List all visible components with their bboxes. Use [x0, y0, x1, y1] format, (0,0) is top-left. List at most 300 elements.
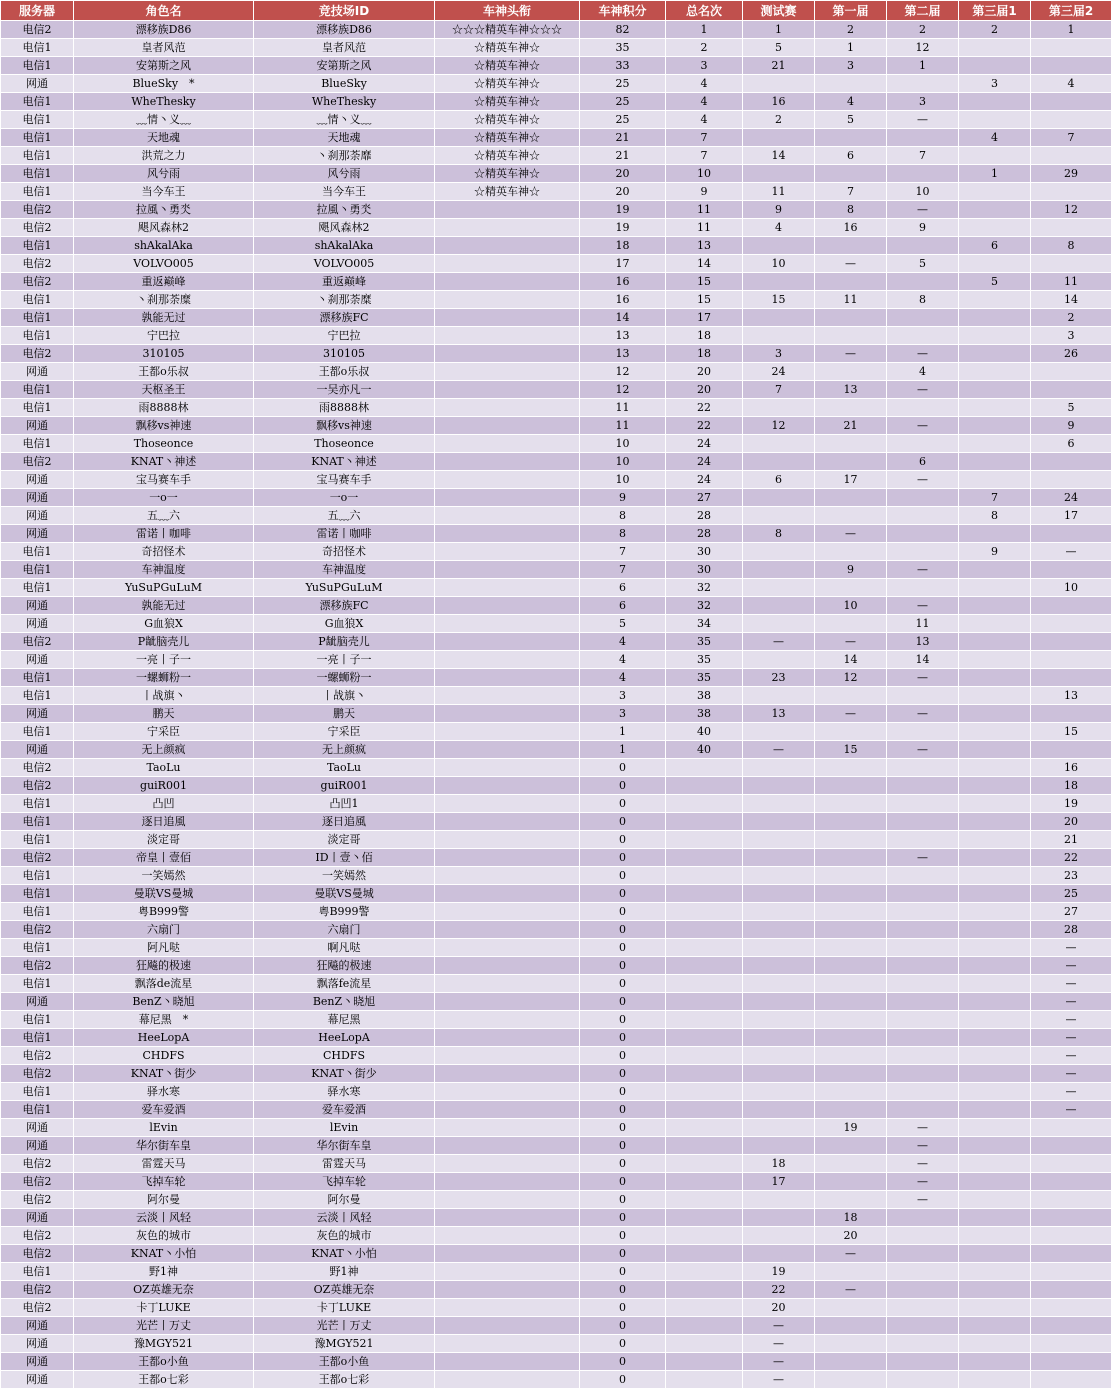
cell-arena-id[interactable]: 王都o小鱼 — [254, 1353, 435, 1371]
cell-test-race[interactable] — [743, 1245, 815, 1263]
cell-arena-id[interactable]: 漂移族FC — [254, 597, 435, 615]
cell-second-season[interactable]: — — [887, 741, 959, 759]
cell-title[interactable] — [435, 651, 580, 669]
cell-second-season[interactable] — [887, 129, 959, 147]
cell-total-rank[interactable]: 34 — [666, 615, 743, 633]
cell-third-season-2[interactable] — [1031, 363, 1111, 381]
cell-total-rank[interactable] — [666, 867, 743, 885]
cell-server[interactable]: 电信1 — [1, 795, 74, 813]
cell-second-season[interactable]: — — [887, 1119, 959, 1137]
cell-arena-id[interactable]: 安第斯之风 — [254, 57, 435, 75]
cell-first-season[interactable]: 17 — [815, 471, 887, 489]
cell-third-season-1[interactable] — [959, 147, 1031, 165]
cell-second-season[interactable] — [887, 327, 959, 345]
cell-first-season[interactable]: 2 — [815, 21, 887, 39]
cell-role-name[interactable]: 幕尼黑 * — [74, 1011, 254, 1029]
cell-arena-id[interactable]: KNAT丶神述 — [254, 453, 435, 471]
cell-third-season-2[interactable] — [1031, 1263, 1111, 1281]
cell-points[interactable]: 0 — [580, 1209, 666, 1227]
cell-total-rank[interactable] — [666, 1353, 743, 1371]
cell-test-race[interactable]: 3 — [743, 345, 815, 363]
cell-test-race[interactable]: — — [743, 1371, 815, 1389]
cell-title[interactable] — [435, 507, 580, 525]
cell-points[interactable]: 1 — [580, 723, 666, 741]
cell-title[interactable] — [435, 921, 580, 939]
cell-role-name[interactable]: 皇者风范 — [74, 39, 254, 57]
cell-server[interactable]: 电信2 — [1, 201, 74, 219]
cell-second-season[interactable]: — — [887, 381, 959, 399]
cell-role-name[interactable]: HeeLopA — [74, 1029, 254, 1047]
cell-total-rank[interactable] — [666, 1011, 743, 1029]
cell-arena-id[interactable]: 当今车王 — [254, 183, 435, 201]
cell-role-name[interactable]: 飘落de流星 — [74, 975, 254, 993]
cell-arena-id[interactable]: 皇者风范 — [254, 39, 435, 57]
cell-first-season[interactable]: — — [815, 345, 887, 363]
cell-second-season[interactable] — [887, 1227, 959, 1245]
cell-title[interactable]: ☆精英车神☆ — [435, 111, 580, 129]
cell-arena-id[interactable]: HeeLopA — [254, 1029, 435, 1047]
cell-arena-id[interactable]: 飞掉车轮 — [254, 1173, 435, 1191]
cell-third-season-1[interactable] — [959, 291, 1031, 309]
cell-arena-id[interactable]: 一o一 — [254, 489, 435, 507]
cell-role-name[interactable]: 狂飚的极速 — [74, 957, 254, 975]
cell-role-name[interactable]: 王都o七彩 — [74, 1371, 254, 1389]
cell-total-rank[interactable]: 32 — [666, 597, 743, 615]
cell-third-season-1[interactable] — [959, 93, 1031, 111]
cell-first-season[interactable]: 4 — [815, 93, 887, 111]
cell-arena-id[interactable]: 丶刹那荼靡 — [254, 147, 435, 165]
cell-server[interactable]: 网通 — [1, 993, 74, 1011]
cell-first-season[interactable] — [815, 489, 887, 507]
cell-role-name[interactable]: OZ英雄无奈 — [74, 1281, 254, 1299]
cell-total-rank[interactable]: 24 — [666, 471, 743, 489]
cell-server[interactable]: 电信1 — [1, 399, 74, 417]
cell-third-season-2[interactable]: 9 — [1031, 417, 1111, 435]
cell-total-rank[interactable] — [666, 1065, 743, 1083]
cell-total-rank[interactable] — [666, 903, 743, 921]
cell-test-race[interactable] — [743, 309, 815, 327]
cell-role-name[interactable]: 车神温度 — [74, 561, 254, 579]
cell-role-name[interactable]: 宝马赛车手 — [74, 471, 254, 489]
cell-server[interactable]: 电信1 — [1, 975, 74, 993]
cell-third-season-2[interactable]: 4 — [1031, 75, 1111, 93]
cell-first-season[interactable]: — — [815, 633, 887, 651]
cell-third-season-2[interactable]: 5 — [1031, 399, 1111, 417]
cell-second-season[interactable] — [887, 687, 959, 705]
cell-title[interactable] — [435, 417, 580, 435]
cell-points[interactable]: 17 — [580, 255, 666, 273]
cell-third-season-2[interactable] — [1031, 1353, 1111, 1371]
cell-first-season[interactable] — [815, 867, 887, 885]
cell-first-season[interactable] — [815, 1263, 887, 1281]
cell-test-race[interactable] — [743, 993, 815, 1011]
cell-third-season-2[interactable] — [1031, 561, 1111, 579]
cell-server[interactable]: 网通 — [1, 525, 74, 543]
cell-test-race[interactable] — [743, 687, 815, 705]
cell-third-season-2[interactable]: 10 — [1031, 579, 1111, 597]
cell-test-race[interactable] — [743, 975, 815, 993]
cell-third-season-2[interactable] — [1031, 615, 1111, 633]
cell-third-season-1[interactable] — [959, 921, 1031, 939]
cell-third-season-1[interactable] — [959, 651, 1031, 669]
cell-arena-id[interactable]: 六扇门 — [254, 921, 435, 939]
cell-points[interactable]: 0 — [580, 1173, 666, 1191]
cell-test-race[interactable]: 19 — [743, 1263, 815, 1281]
cell-points[interactable]: 10 — [580, 471, 666, 489]
cell-arena-id[interactable]: 漂移族FC — [254, 309, 435, 327]
cell-total-rank[interactable]: 35 — [666, 669, 743, 687]
cell-total-rank[interactable]: 4 — [666, 75, 743, 93]
cell-total-rank[interactable] — [666, 759, 743, 777]
cell-points[interactable]: 25 — [580, 75, 666, 93]
cell-test-race[interactable]: 10 — [743, 255, 815, 273]
cell-title[interactable] — [435, 201, 580, 219]
cell-test-race[interactable] — [743, 129, 815, 147]
cell-test-race[interactable] — [743, 831, 815, 849]
cell-server[interactable]: 网通 — [1, 1209, 74, 1227]
cell-first-season[interactable] — [815, 1155, 887, 1173]
cell-first-season[interactable]: 21 — [815, 417, 887, 435]
cell-second-season[interactable] — [887, 1263, 959, 1281]
cell-third-season-2[interactable] — [1031, 651, 1111, 669]
cell-arena-id[interactable]: TaoLu — [254, 759, 435, 777]
cell-points[interactable]: 0 — [580, 831, 666, 849]
cell-second-season[interactable] — [887, 1245, 959, 1263]
cell-points[interactable]: 20 — [580, 165, 666, 183]
cell-points[interactable]: 0 — [580, 1317, 666, 1335]
cell-server[interactable]: 电信1 — [1, 309, 74, 327]
cell-test-race[interactable]: — — [743, 1335, 815, 1353]
cell-arena-id[interactable]: OZ英雄无奈 — [254, 1281, 435, 1299]
cell-title[interactable] — [435, 579, 580, 597]
cell-total-rank[interactable]: 38 — [666, 705, 743, 723]
cell-third-season-1[interactable] — [959, 1371, 1031, 1389]
cell-total-rank[interactable]: 7 — [666, 129, 743, 147]
cell-test-race[interactable] — [743, 453, 815, 471]
cell-test-race[interactable]: 20 — [743, 1299, 815, 1317]
cell-server[interactable]: 电信1 — [1, 327, 74, 345]
cell-first-season[interactable]: 16 — [815, 219, 887, 237]
cell-role-name[interactable]: KNAT丶神述 — [74, 453, 254, 471]
cell-title[interactable]: ☆☆☆精英车神☆☆☆ — [435, 21, 580, 39]
cell-server[interactable]: 电信2 — [1, 1065, 74, 1083]
cell-total-rank[interactable] — [666, 795, 743, 813]
cell-second-season[interactable] — [887, 1317, 959, 1335]
cell-title[interactable] — [435, 1011, 580, 1029]
cell-first-season[interactable]: — — [815, 255, 887, 273]
cell-points[interactable]: 0 — [580, 813, 666, 831]
cell-first-season[interactable] — [815, 327, 887, 345]
cell-title[interactable] — [435, 543, 580, 561]
cell-points[interactable]: 9 — [580, 489, 666, 507]
cell-third-season-1[interactable] — [959, 1047, 1031, 1065]
cell-total-rank[interactable] — [666, 1191, 743, 1209]
cell-total-rank[interactable]: 15 — [666, 273, 743, 291]
cell-third-season-2[interactable]: 7 — [1031, 129, 1111, 147]
cell-test-race[interactable] — [743, 435, 815, 453]
cell-role-name[interactable]: ﹏情丶义﹏ — [74, 111, 254, 129]
cell-title[interactable] — [435, 1317, 580, 1335]
cell-second-season[interactable] — [887, 1047, 959, 1065]
cell-server[interactable]: 电信2 — [1, 759, 74, 777]
cell-points[interactable]: 0 — [580, 1155, 666, 1173]
cell-third-season-2[interactable] — [1031, 705, 1111, 723]
cell-server[interactable]: 电信1 — [1, 129, 74, 147]
cell-title[interactable] — [435, 1209, 580, 1227]
cell-second-season[interactable]: 10 — [887, 183, 959, 201]
cell-first-season[interactable] — [815, 165, 887, 183]
cell-server[interactable]: 网通 — [1, 1371, 74, 1389]
cell-arena-id[interactable]: KNAT丶街少 — [254, 1065, 435, 1083]
cell-arena-id[interactable]: 鹏天 — [254, 705, 435, 723]
cell-points[interactable]: 35 — [580, 39, 666, 57]
cell-first-season[interactable]: 12 — [815, 669, 887, 687]
cell-test-race[interactable] — [743, 1065, 815, 1083]
cell-total-rank[interactable] — [666, 1137, 743, 1155]
header-second-season[interactable]: 第二届 — [887, 1, 959, 21]
cell-role-name[interactable]: 豫MGY521 — [74, 1335, 254, 1353]
cell-server[interactable]: 电信2 — [1, 633, 74, 651]
cell-third-season-1[interactable] — [959, 1335, 1031, 1353]
cell-role-name[interactable]: BenZ丶晓旭 — [74, 993, 254, 1011]
cell-test-race[interactable] — [743, 1029, 815, 1047]
cell-arena-id[interactable]: 重返巅峰 — [254, 273, 435, 291]
cell-second-season[interactable] — [887, 975, 959, 993]
cell-server[interactable]: 网通 — [1, 651, 74, 669]
cell-total-rank[interactable]: 32 — [666, 579, 743, 597]
cell-total-rank[interactable]: 30 — [666, 561, 743, 579]
cell-first-season[interactable] — [815, 1029, 887, 1047]
cell-points[interactable]: 0 — [580, 1101, 666, 1119]
cell-third-season-1[interactable] — [959, 939, 1031, 957]
cell-points[interactable]: 0 — [580, 939, 666, 957]
cell-first-season[interactable] — [815, 1353, 887, 1371]
cell-test-race[interactable] — [743, 507, 815, 525]
cell-third-season-2[interactable] — [1031, 1119, 1111, 1137]
cell-total-rank[interactable] — [666, 1101, 743, 1119]
cell-third-season-2[interactable] — [1031, 669, 1111, 687]
cell-first-season[interactable]: 7 — [815, 183, 887, 201]
cell-third-season-1[interactable] — [959, 1155, 1031, 1173]
cell-third-season-1[interactable] — [959, 435, 1031, 453]
cell-title[interactable] — [435, 633, 580, 651]
cell-arena-id[interactable]: 凸凹1 — [254, 795, 435, 813]
cell-second-season[interactable] — [887, 1281, 959, 1299]
cell-test-race[interactable] — [743, 795, 815, 813]
cell-points[interactable]: 0 — [580, 1119, 666, 1137]
cell-role-name[interactable]: 阿尔曼 — [74, 1191, 254, 1209]
cell-total-rank[interactable] — [666, 1371, 743, 1389]
cell-total-rank[interactable]: 9 — [666, 183, 743, 201]
cell-third-season-2[interactable] — [1031, 111, 1111, 129]
cell-test-race[interactable] — [743, 957, 815, 975]
cell-title[interactable] — [435, 975, 580, 993]
cell-role-name[interactable]: 310105 — [74, 345, 254, 363]
cell-server[interactable]: 电信1 — [1, 579, 74, 597]
cell-arena-id[interactable]: ﹏情丶义﹏ — [254, 111, 435, 129]
cell-first-season[interactable] — [815, 1371, 887, 1389]
cell-arena-id[interactable]: WheThesky — [254, 93, 435, 111]
cell-points[interactable]: 0 — [580, 1011, 666, 1029]
cell-points[interactable]: 21 — [580, 129, 666, 147]
cell-second-season[interactable]: 11 — [887, 615, 959, 633]
cell-third-season-1[interactable] — [959, 597, 1031, 615]
cell-third-season-1[interactable] — [959, 1209, 1031, 1227]
cell-arena-id[interactable]: 豫MGY521 — [254, 1335, 435, 1353]
cell-first-season[interactable]: — — [815, 1245, 887, 1263]
cell-role-name[interactable]: Thoseonce — [74, 435, 254, 453]
cell-points[interactable]: 14 — [580, 309, 666, 327]
cell-second-season[interactable] — [887, 273, 959, 291]
cell-third-season-1[interactable]: 8 — [959, 507, 1031, 525]
cell-first-season[interactable] — [815, 75, 887, 93]
cell-third-season-2[interactable]: 13 — [1031, 687, 1111, 705]
cell-test-race[interactable] — [743, 1101, 815, 1119]
cell-role-name[interactable]: 一o一 — [74, 489, 254, 507]
cell-third-season-2[interactable]: 22 — [1031, 849, 1111, 867]
cell-points[interactable]: 4 — [580, 669, 666, 687]
cell-title[interactable] — [435, 669, 580, 687]
cell-title[interactable] — [435, 1371, 580, 1389]
cell-arena-id[interactable]: guiR001 — [254, 777, 435, 795]
cell-second-season[interactable]: 7 — [887, 147, 959, 165]
cell-third-season-1[interactable] — [959, 705, 1031, 723]
cell-second-season[interactable] — [887, 1209, 959, 1227]
cell-server[interactable]: 网通 — [1, 1137, 74, 1155]
cell-role-name[interactable]: 一螺蛳粉一 — [74, 669, 254, 687]
cell-third-season-2[interactable]: 23 — [1031, 867, 1111, 885]
cell-third-season-2[interactable]: 26 — [1031, 345, 1111, 363]
cell-test-race[interactable] — [743, 1011, 815, 1029]
cell-third-season-2[interactable]: — — [1031, 939, 1111, 957]
cell-third-season-1[interactable] — [959, 255, 1031, 273]
cell-title[interactable] — [435, 399, 580, 417]
cell-title[interactable] — [435, 1335, 580, 1353]
cell-second-season[interactable] — [887, 525, 959, 543]
cell-third-season-1[interactable] — [959, 345, 1031, 363]
cell-server[interactable]: 网通 — [1, 417, 74, 435]
cell-arena-id[interactable]: 灰色的城市 — [254, 1227, 435, 1245]
cell-role-name[interactable]: lEvin — [74, 1119, 254, 1137]
cell-third-season-1[interactable] — [959, 975, 1031, 993]
cell-test-race[interactable]: 15 — [743, 291, 815, 309]
cell-arena-id[interactable]: 雷诺丨咖啡 — [254, 525, 435, 543]
cell-title[interactable] — [435, 1299, 580, 1317]
cell-second-season[interactable] — [887, 399, 959, 417]
cell-third-season-1[interactable] — [959, 759, 1031, 777]
cell-third-season-1[interactable] — [959, 1173, 1031, 1191]
cell-role-name[interactable]: 六扇门 — [74, 921, 254, 939]
cell-third-season-1[interactable] — [959, 327, 1031, 345]
cell-total-rank[interactable]: 22 — [666, 399, 743, 417]
cell-role-name[interactable]: 飓风森林2 — [74, 219, 254, 237]
cell-arena-id[interactable]: 云淡丨风轻 — [254, 1209, 435, 1227]
cell-role-name[interactable]: 当今车王 — [74, 183, 254, 201]
cell-total-rank[interactable]: 4 — [666, 93, 743, 111]
cell-points[interactable]: 0 — [580, 975, 666, 993]
cell-total-rank[interactable]: 10 — [666, 165, 743, 183]
cell-second-season[interactable] — [887, 885, 959, 903]
cell-title[interactable] — [435, 1047, 580, 1065]
cell-second-season[interactable] — [887, 795, 959, 813]
cell-points[interactable]: 11 — [580, 417, 666, 435]
cell-second-season[interactable]: — — [887, 597, 959, 615]
cell-title[interactable] — [435, 363, 580, 381]
cell-first-season[interactable]: 18 — [815, 1209, 887, 1227]
cell-title[interactable]: ☆精英车神☆ — [435, 57, 580, 75]
cell-test-race[interactable] — [743, 1119, 815, 1137]
cell-points[interactable]: 0 — [580, 921, 666, 939]
cell-third-season-2[interactable]: 21 — [1031, 831, 1111, 849]
cell-total-rank[interactable]: 18 — [666, 327, 743, 345]
cell-total-rank[interactable]: 28 — [666, 507, 743, 525]
cell-server[interactable]: 电信2 — [1, 453, 74, 471]
cell-second-season[interactable] — [887, 813, 959, 831]
cell-role-name[interactable]: 驿水寒 — [74, 1083, 254, 1101]
cell-first-season[interactable] — [815, 975, 887, 993]
cell-title[interactable] — [435, 237, 580, 255]
cell-third-season-1[interactable] — [959, 885, 1031, 903]
cell-title[interactable]: ☆精英车神☆ — [435, 93, 580, 111]
cell-third-season-2[interactable] — [1031, 525, 1111, 543]
cell-role-name[interactable]: 宁巴拉 — [74, 327, 254, 345]
cell-first-season[interactable] — [815, 993, 887, 1011]
cell-test-race[interactable]: 8 — [743, 525, 815, 543]
cell-title[interactable] — [435, 885, 580, 903]
cell-third-season-2[interactable]: 24 — [1031, 489, 1111, 507]
cell-test-race[interactable] — [743, 1191, 815, 1209]
cell-points[interactable]: 16 — [580, 273, 666, 291]
cell-third-season-1[interactable]: 7 — [959, 489, 1031, 507]
cell-total-rank[interactable]: 15 — [666, 291, 743, 309]
cell-server[interactable]: 网通 — [1, 615, 74, 633]
cell-title[interactable]: ☆精英车神☆ — [435, 147, 580, 165]
cell-second-season[interactable] — [887, 1065, 959, 1083]
cell-first-season[interactable] — [815, 903, 887, 921]
cell-points[interactable]: 0 — [580, 1029, 666, 1047]
cell-title[interactable] — [435, 1101, 580, 1119]
cell-first-season[interactable] — [815, 1101, 887, 1119]
cell-test-race[interactable] — [743, 939, 815, 957]
cell-arena-id[interactable]: BenZ丶晓旭 — [254, 993, 435, 1011]
cell-second-season[interactable] — [887, 957, 959, 975]
cell-third-season-1[interactable] — [959, 633, 1031, 651]
cell-third-season-1[interactable] — [959, 201, 1031, 219]
cell-third-season-2[interactable]: 19 — [1031, 795, 1111, 813]
cell-third-season-1[interactable] — [959, 867, 1031, 885]
cell-server[interactable]: 网通 — [1, 1119, 74, 1137]
cell-total-rank[interactable] — [666, 1047, 743, 1065]
cell-third-season-1[interactable] — [959, 795, 1031, 813]
cell-arena-id[interactable]: 天地魂 — [254, 129, 435, 147]
cell-first-season[interactable]: 9 — [815, 561, 887, 579]
cell-role-name[interactable]: 拉風丶勇氼 — [74, 201, 254, 219]
cell-first-season[interactable] — [815, 453, 887, 471]
cell-first-season[interactable] — [815, 507, 887, 525]
cell-title[interactable] — [435, 993, 580, 1011]
cell-arena-id[interactable]: 曼联VS曼城 — [254, 885, 435, 903]
cell-server[interactable]: 电信1 — [1, 1101, 74, 1119]
cell-third-season-2[interactable] — [1031, 93, 1111, 111]
cell-third-season-2[interactable] — [1031, 1173, 1111, 1191]
cell-third-season-1[interactable] — [959, 1245, 1031, 1263]
cell-role-name[interactable]: 淡定哥 — [74, 831, 254, 849]
cell-test-race[interactable] — [743, 903, 815, 921]
cell-third-season-1[interactable] — [959, 669, 1031, 687]
cell-third-season-2[interactable] — [1031, 633, 1111, 651]
header-third-season-2[interactable]: 第三届2 — [1031, 1, 1111, 21]
cell-test-race[interactable] — [743, 579, 815, 597]
